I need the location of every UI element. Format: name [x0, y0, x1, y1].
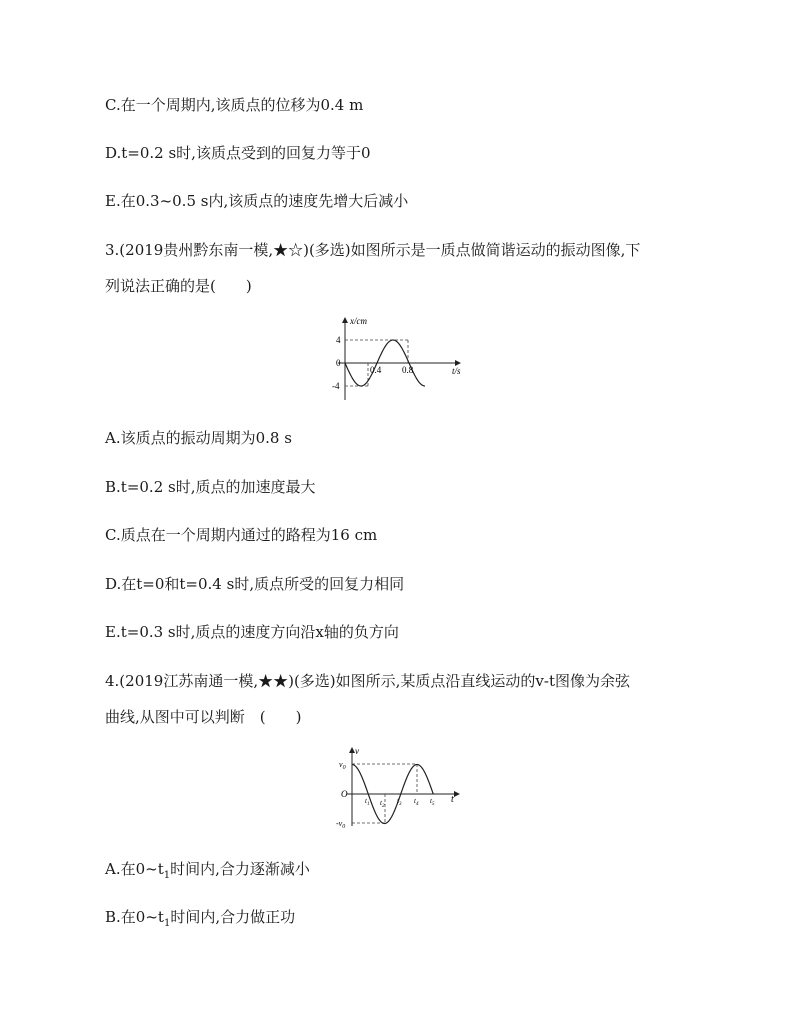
- y-axis-label: x/cm: [350, 316, 367, 326]
- option-a-q4: A.在$0\sim t_1$时间内,合力逐渐减小: [105, 860, 310, 881]
- velocity-time-graph: [335, 744, 465, 828]
- option-d-q2: D.t=0.2 s时,该质点受到的回复力等于0: [105, 144, 371, 162]
- v-axis-label: v: [355, 746, 359, 756]
- question-3-line2: 列说法正确的是( ): [105, 277, 252, 295]
- question-4-line2: 曲线,从图中可以判断 ( ): [105, 708, 302, 726]
- x-tick-0-8: 0.8: [402, 365, 414, 375]
- x-tick-0-4: 0.4: [370, 365, 382, 375]
- question-3-line1: 3.(2019贵州黔东南一模,★☆)(多选)如图所示是一质点做简谐运动的振动图像,下: [105, 241, 641, 259]
- question-4-line1: 4.(2019江苏南通一模,★★)(多选)如图所示,某质点沿直线运动的v-t图像为余弦: [105, 672, 631, 690]
- origin-label: O: [341, 789, 348, 799]
- option-d-q3: D.在t=0和t=0.4 s时,质点所受的回复力相同: [105, 575, 405, 593]
- t-tick-4: $t_4$: [414, 797, 419, 807]
- t-axis-label: t: [451, 794, 454, 805]
- t-tick-5: $t_5$: [430, 797, 435, 807]
- minus-v0-label: $-v_0$: [336, 819, 346, 828]
- option-e-q3: E.t=0.3 s时,质点的速度方向沿x轴的负方向: [105, 623, 399, 641]
- option-e-q2: E.在0.3~0.5 s内,该质点的速度先增大后减小: [105, 192, 409, 210]
- option-c-q3: C.质点在一个周期内通过的路程为16 cm: [105, 526, 378, 544]
- v0-label: $v_0$: [339, 760, 346, 771]
- displacement-time-graph: [320, 312, 470, 404]
- t-tick-1: $t_1$: [365, 797, 370, 807]
- y-tick-0: 0: [336, 358, 341, 368]
- option-a-q3: A.该质点的振动周期为0.8 s: [105, 429, 292, 447]
- t-tick-3: $t_3$: [397, 797, 402, 807]
- t-tick-2: $t_2$: [380, 799, 385, 809]
- option-b-q4: B.在$0\sim t_1$时间内,合力做正功: [105, 908, 296, 929]
- y-tick-minus4: -4: [332, 381, 340, 391]
- option-c-q2: C.在一个周期内,该质点的位移为0.4 m: [105, 96, 364, 114]
- x-axis-label: t/s: [452, 366, 461, 376]
- y-tick-4: 4: [336, 335, 341, 345]
- option-b-q3: B.t=0.2 s时,质点的加速度最大: [105, 478, 316, 496]
